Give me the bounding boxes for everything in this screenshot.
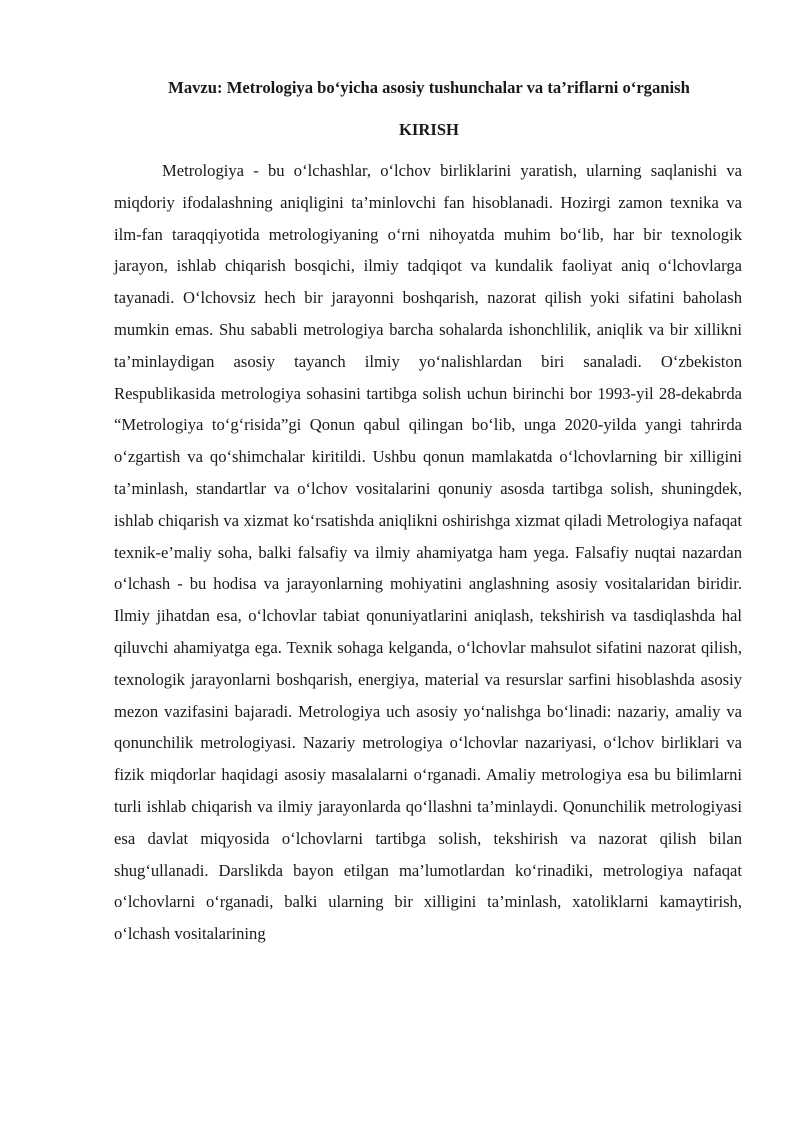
body-paragraph: Metrologiya - bu o‘lchashlar, o‘lchov birliklarini yaratish, ularning saqlanishi va miqdoriy ifodalashning aniqligini ta’minlovchi fan hisoblanadi. Hozirgi zamon texnika va ilm-fan taraqqiyotida metrologiyaning o‘rni nihoyatda muhim bo‘lib, har bir texnologik jarayon, ishlab chiqarish bosqichi, ilmiy tadqiqot va kundalik faoliyat aniq o‘lchovlarga tayanadi. O‘lchovsiz hech bir jarayonni boshqarish, nazorat qilish yoki sifatini baholash mumkin emas. Shu sababli metrologiya barcha sohalarda ishonchlilik, aniqlik va bir xillikni ta’minlaydigan asosiy tayanch ilmiy yo‘nalishlardan biri sanaladi. O‘zbekiston Respublikasida metrologiya sohasini tartibga solish uchun birinchi bor 1993-yil 28-dekabrda “Metrologiya to‘g‘risida”gi Qonun qabul qilingan bo‘lib, unga 2020-yilda yangi tahrirda o‘zgartish va qo‘shimchalar kiritildi. Ushbu qonun mamlakatda o‘lchovlarning bir xilligini ta’minlash, standartlar va o‘lchov vositalarini qonuniy asosda tartibga solish, shuningdek, ishlab chiqarish va xizmat ko‘rsatishda aniqlikni oshirishga xizmat qiladi Metrologiya nafaqat texnik-e’maliy soha, balki falsafiy va ilmiy ahamiyatga ham yega. Falsafiy nuqtai nazardan o‘lchash - bu hodisa va jarayonlarning mohiyatini anglashning asosiy vositalaridan biridir. Ilmiy jihatdan esa, o‘lchovlar tabiat qonuniyatlarini aniqlash, tekshirish va tasdiqlashda hal qiluvchi ahamiyatga ega. Texnik sohaga kelganda, o‘lchovlar mahsulot sifatini nazorat qilish, texnologik jarayonlarni boshqarish, energiya, material va resurslar sarfini hisoblashda asosiy mezon vazifasini bajaradi. Metrologiya uch asosiy yo‘nalishga bo‘linadi: nazariy, amaliy va qonunchilik metrologiyasi. Nazariy metrologiya o‘lchovlar nazariyasi, o‘lchov birliklari va fizik miqdorlar haqidagi asosiy masalalarni o‘rganadi. Amaliy metrologiya esa bu bilimlarni turli ishlab chiqarish va ilmiy jarayonlarda qo‘llashni ta’minlaydi. Qonunchilik metrologiyasi esa davlat miqyosida o‘lchovlarni tartibga solish, tekshirish va nazorat qilish bilan shug‘ullanadi. Darslikda bayon etilgan ma’lumotlardan ko‘rinadiki, metrologiya nafaqat o‘lchovlarni o‘rganadi, balki ularning bir xilligini ta’minlash, xatoliklarni kamaytirish, o‘lchash vositalarining bbox=[114, 161, 742, 944]
section-heading: KIRISH bbox=[399, 120, 459, 139]
document-topic-title: Mavzu: Metrologiya bo‘yicha asosiy tushunchalar va ta’riflarni o‘rganish bbox=[168, 78, 690, 97]
